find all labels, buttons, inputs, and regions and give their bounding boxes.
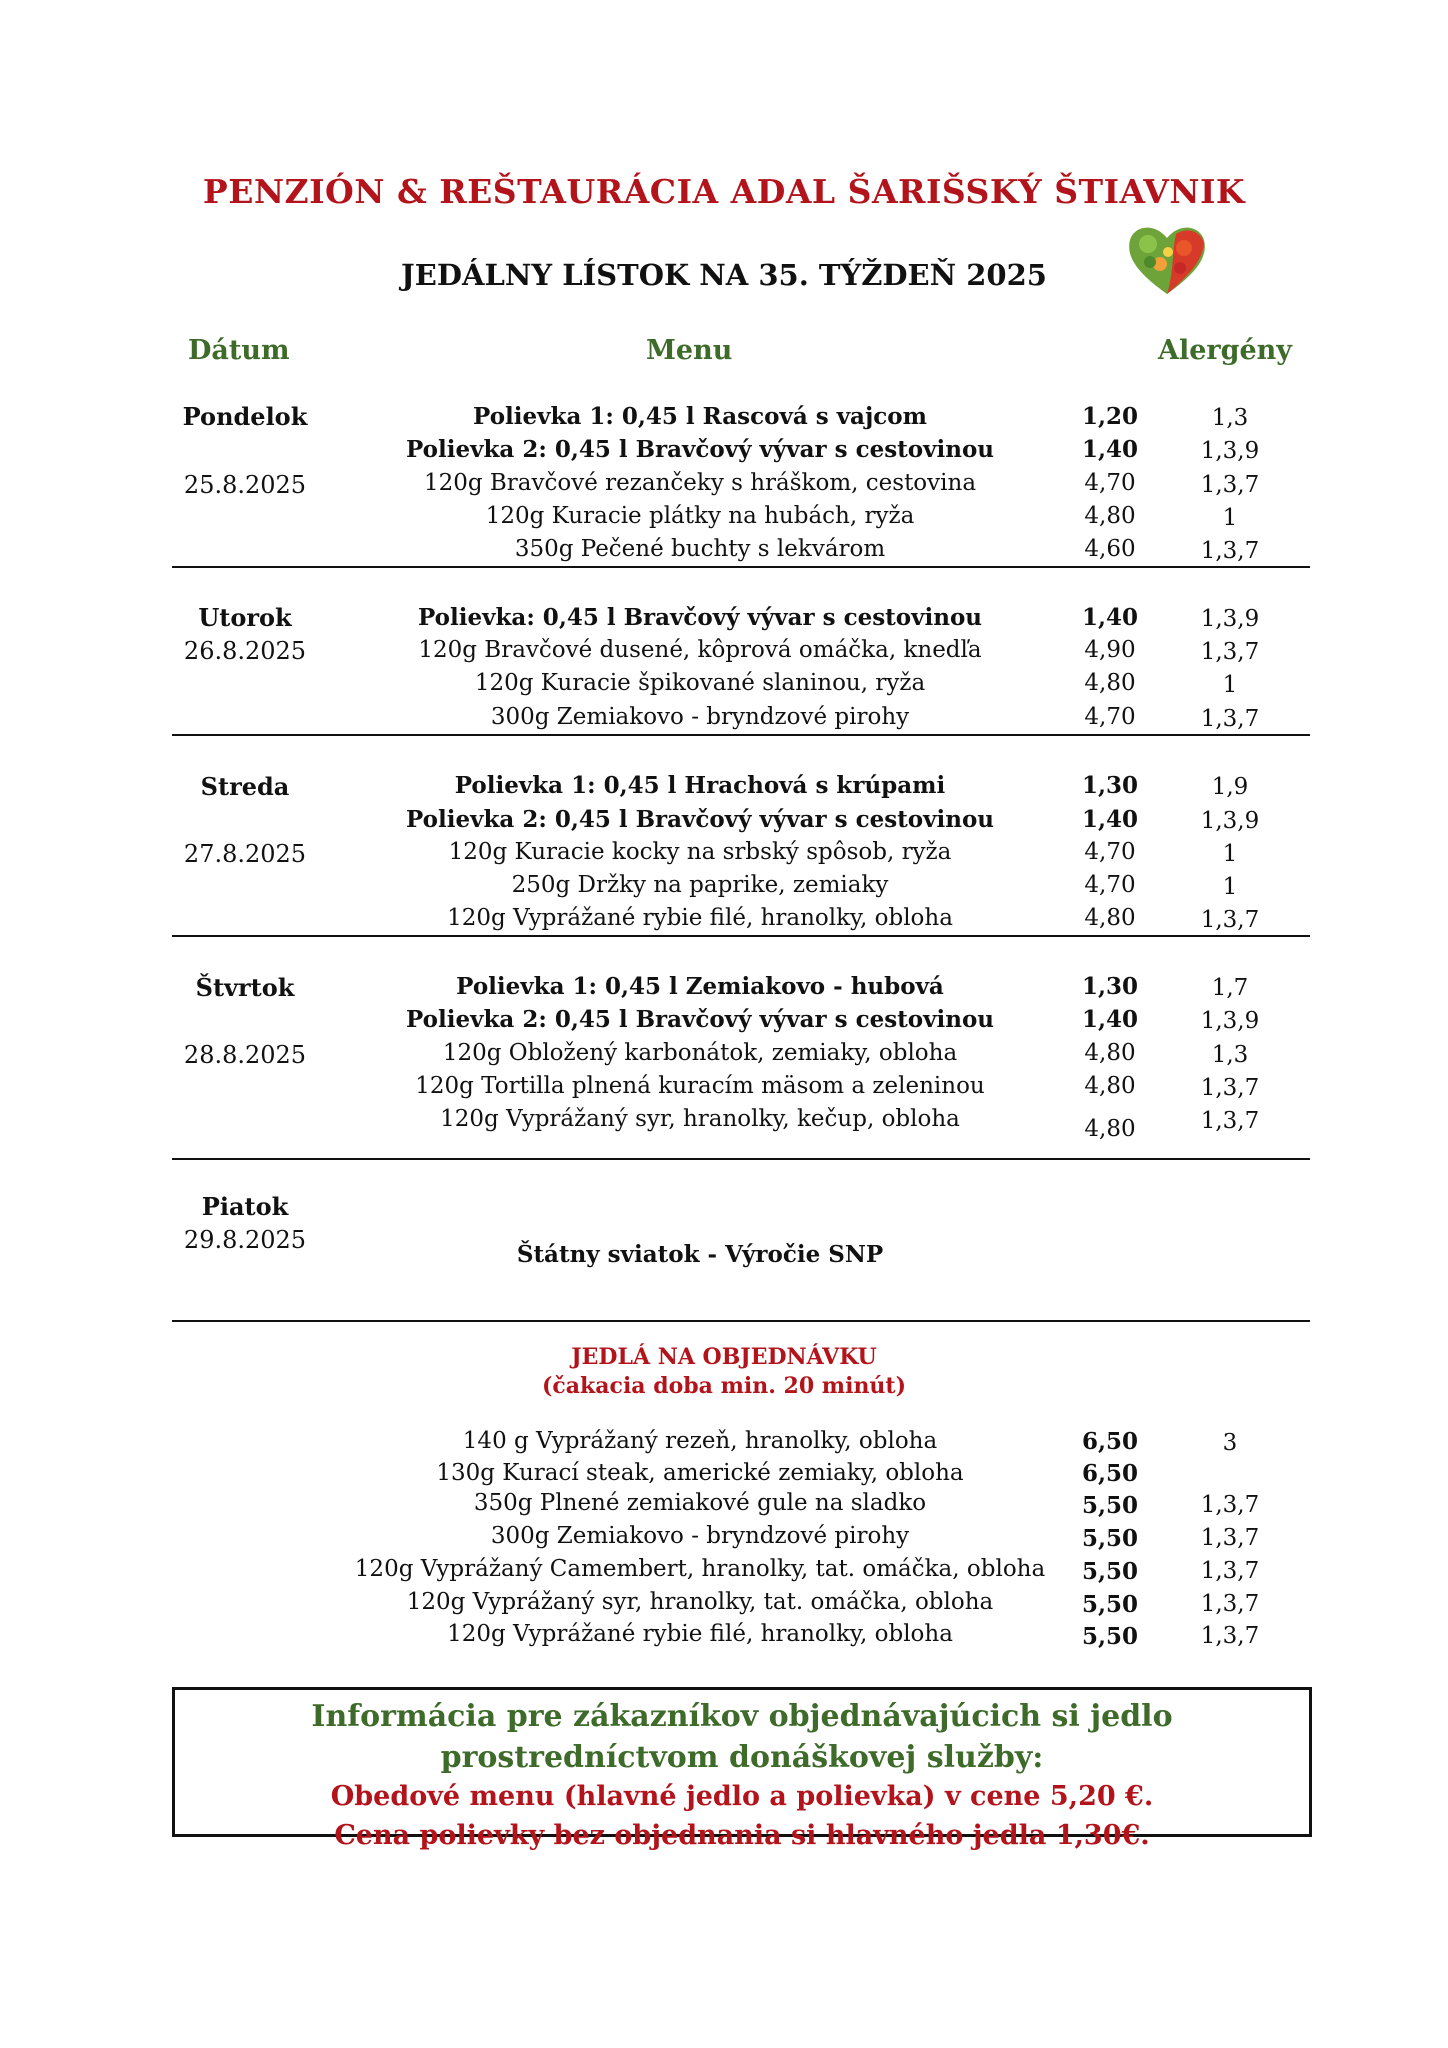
order-allergens: 1,3,7	[1200, 1558, 1260, 1584]
info-line-2: prostredníctvom donáškovej služby:	[440, 1740, 1044, 1775]
order-price: 5,50	[1081, 1492, 1139, 1519]
dish: 120g Kuracie kocky na srbský spôsob, ryža	[448, 839, 952, 865]
price: 4,80	[1084, 1073, 1136, 1099]
dish: Polievka 1: 0,45 l Hrachová s krúpami	[454, 772, 946, 799]
day-name: Piatok	[201, 1192, 289, 1221]
order-dish: 130g Kurací steak, americké zemiaky, obloha	[436, 1460, 964, 1486]
dish: 250g Držky na paprike, zemiaky	[511, 872, 889, 898]
price: 4,80	[1084, 1116, 1136, 1142]
dish: 120g Kuracie špikované slaninou, ryža	[474, 670, 926, 696]
dish: Polievka 2: 0,45 l Bravčový vývar s cestovinou	[405, 1006, 995, 1033]
order-dish: 120g Vyprážaný syr, hranolky, tat. omáčka, obloha	[406, 1589, 994, 1615]
allergens: 1,3,9	[1200, 606, 1260, 632]
delivery-info-box	[172, 1687, 1312, 1851]
dish: 350g Pečené buchty s lekvárom	[514, 536, 886, 562]
allergens: 1,3,7	[1200, 907, 1260, 933]
info-line-3: Obedové menu (hlavné jedlo a polievka) v cene 5,20 €.	[330, 1781, 1154, 1812]
day-date: 28.8.2025	[183, 1041, 307, 1069]
price: 1,30	[1081, 973, 1139, 1000]
allergens: 1,3,7	[1200, 1108, 1260, 1134]
allergens: 1,3,9	[1200, 438, 1260, 464]
column-header-allergens: Alergény	[1158, 335, 1292, 366]
dish: Polievka 1: 0,45 l Zemiakovo - hubová	[456, 973, 944, 1000]
dish: 120g Tortilla plnená kuracím mäsom a zeleninou	[415, 1073, 985, 1099]
dish: 120g Vyprážané rybie filé, hranolky, obloha	[447, 905, 953, 931]
price: 4,60	[1084, 536, 1136, 562]
holiday-note: Štátny sviatok - Výročie SNP	[516, 1241, 884, 1268]
orders-subheading: (čakacia doba min. 20 minút)	[542, 1373, 906, 1399]
order-dish: 140 g Vyprážaný rezeň, hranolky, obloha	[462, 1428, 938, 1454]
price: 4,70	[1084, 704, 1136, 730]
divider	[172, 1158, 1310, 1160]
order-price: 5,50	[1081, 1525, 1139, 1552]
orders-heading: JEDLÁ NA OBJEDNÁVKU	[571, 1344, 877, 1370]
dish: 120g Vyprážaný syr, hranolky, kečup, obloha	[440, 1106, 960, 1132]
order-dish: 120g Vyprážané rybie filé, hranolky, obloha	[447, 1621, 953, 1647]
allergens: 1,3,7	[1200, 1075, 1260, 1101]
divider	[172, 734, 1310, 736]
day-date: 25.8.2025	[183, 471, 307, 499]
order-price: 6,50	[1081, 1460, 1139, 1487]
info-line-4: Cena polievky bez objednania si hlavného jedla 1,30€.	[334, 1820, 1150, 1851]
price: 4,70	[1084, 839, 1136, 865]
dish: Polievka 1: 0,45 l Rascová s vajcom	[473, 403, 927, 430]
dish: Polievka 2: 0,45 l Bravčový vývar s cestovinou	[405, 436, 995, 463]
info-line-1: Informácia pre zákazníkov objednávajúcich si jedlo	[311, 1699, 1173, 1734]
price: 1,40	[1081, 806, 1139, 833]
allergens: 1	[1222, 874, 1238, 900]
order-dish: 120g Vyprážaný Camembert, hranolky, tat. omáčka, obloha	[354, 1556, 1046, 1582]
price: 1,40	[1081, 604, 1139, 631]
dish: 300g Zemiakovo - bryndzové pirohy	[490, 704, 910, 730]
allergens: 1,9	[1211, 774, 1249, 800]
order-price: 5,50	[1081, 1591, 1139, 1618]
price: 4,80	[1084, 670, 1136, 696]
column-header-date: Dátum	[188, 335, 290, 366]
allergens: 1,3,7	[1200, 472, 1260, 498]
order-dish: 300g Zemiakovo - bryndzové pirohy	[490, 1523, 910, 1549]
order-allergens: 1,3,7	[1200, 1591, 1260, 1617]
price: 4,70	[1084, 872, 1136, 898]
allergens: 1,7	[1211, 975, 1249, 1001]
dish: 120g Obložený karbonátok, zemiaky, obloha	[442, 1040, 958, 1066]
allergens: 1,3,7	[1200, 639, 1260, 665]
allergens: 1,3	[1211, 1042, 1249, 1068]
dish: Polievka 2: 0,45 l Bravčový vývar s cestovinou	[405, 806, 995, 833]
price: 4,70	[1084, 470, 1136, 496]
page-title: PENZIÓN & REŠTAURÁCIA ADAL ŠARIŠSKÝ ŠTIAVNIK	[202, 172, 1246, 211]
price: 1,40	[1081, 1006, 1139, 1033]
order-allergens: 1,3,7	[1200, 1623, 1260, 1649]
menu-week-subtitle: JEDÁLNY LÍSTOK NA 35. TÝŽDEŇ 2025	[401, 258, 1047, 292]
price: 4,80	[1084, 1040, 1136, 1066]
allergens: 1,3,9	[1200, 1008, 1260, 1034]
dish: Polievka: 0,45 l Bravčový vývar s cestovinou	[417, 604, 983, 631]
divider	[172, 1320, 1310, 1322]
allergens: 1	[1222, 505, 1238, 531]
allergens: 1,3,9	[1200, 808, 1260, 834]
price: 1,20	[1081, 403, 1139, 430]
price: 1,30	[1081, 772, 1139, 799]
order-allergens: 1,3,7	[1200, 1492, 1260, 1518]
price: 1,40	[1081, 436, 1139, 463]
dish: 120g Bravčové rezančeky s hráškom, cestovina	[423, 470, 977, 496]
allergens: 1	[1222, 672, 1238, 698]
day-date: 26.8.2025	[183, 637, 307, 665]
day-date: 29.8.2025	[183, 1226, 307, 1254]
divider	[172, 566, 1310, 568]
allergens: 1,3,7	[1200, 706, 1260, 732]
allergens: 1,3	[1211, 405, 1249, 431]
order-dish: 350g Plnené zemiakové gule na sladko	[473, 1490, 927, 1516]
order-price: 6,50	[1081, 1428, 1139, 1455]
price: 4,80	[1084, 503, 1136, 529]
order-allergens: 1,3,7	[1200, 1525, 1260, 1551]
allergens: 1,3,7	[1200, 538, 1260, 564]
divider	[172, 935, 1310, 937]
day-date: 27.8.2025	[183, 840, 307, 868]
order-price: 5,50	[1081, 1558, 1139, 1585]
price: 4,80	[1084, 905, 1136, 931]
dish: 120g Kuracie plátky na hubách, ryža	[485, 503, 915, 529]
column-header-menu: Menu	[646, 335, 733, 366]
allergens: 1	[1222, 841, 1238, 867]
day-name: Pondelok	[182, 402, 308, 431]
price: 4,90	[1084, 637, 1136, 663]
day-name: Utorok	[198, 603, 292, 632]
day-name: Streda	[200, 772, 290, 801]
vegetable-heart-icon	[1126, 222, 1208, 296]
dish: 120g Bravčové dusené, kôprová omáčka, knedľa	[418, 637, 982, 663]
day-name: Štvrtok	[195, 973, 295, 1002]
order-allergens: 3	[1222, 1430, 1238, 1456]
order-price: 5,50	[1081, 1623, 1139, 1650]
